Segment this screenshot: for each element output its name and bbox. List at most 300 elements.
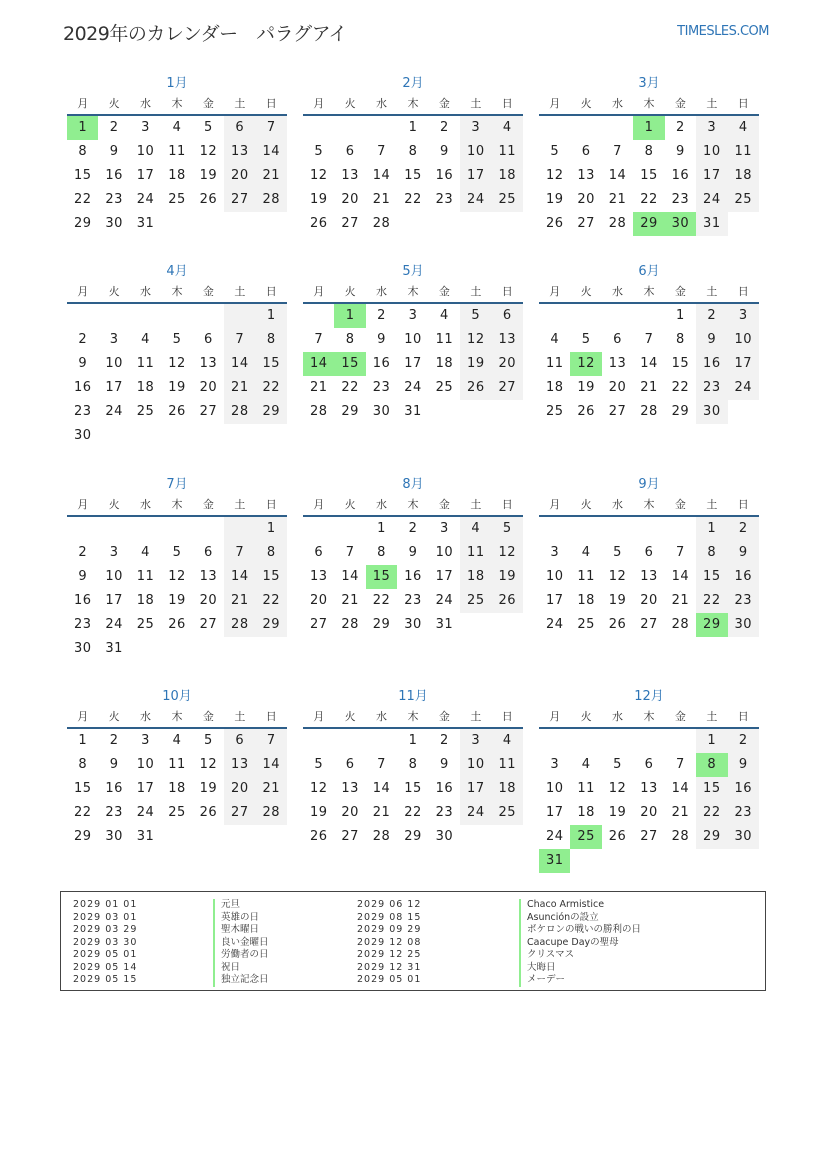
day-cell: 3 [460,729,491,753]
day-cell: 19 [309,192,328,207]
weekday-label: 月 [549,498,561,511]
days-grid [539,304,759,424]
day-cell: 6 [644,757,654,772]
weekday-label: 金 [202,498,214,511]
days-grid [67,304,287,448]
day-cell: 26 [608,617,627,632]
holiday-day-cell: 8 [696,753,727,777]
day-cell: 11 [168,757,186,772]
month-3 [539,74,759,236]
weekday-label: 木 [643,97,655,110]
day-cell: 6 [204,545,213,560]
legend-holiday-name: 祝日 [213,962,269,975]
day-cell: 6 [224,729,255,753]
day-cell: 6 [581,144,591,159]
day-cell: 4 [172,733,182,748]
day-cell: 21 [341,593,359,608]
day-cell: 6 [224,116,255,140]
weekday-label: 火 [580,710,592,723]
empty-cell [303,304,334,328]
day-cell: 24 [728,376,759,400]
day-cell: 19 [577,380,595,395]
day-cell: 20 [309,593,328,608]
weekday-label: 水 [376,498,388,511]
day-cell: 1 [78,733,88,748]
day-cell: 4 [728,116,759,140]
day-cell: 28 [608,216,627,231]
weekday-label: 火 [108,498,120,511]
day-cell: 19 [168,380,186,395]
day-cell: 22 [696,801,727,825]
day-cell: 21 [256,164,287,188]
day-cell: 6 [492,304,523,328]
day-cell: 5 [613,757,622,772]
weekday-label: 土 [234,710,246,723]
weekday-label: 月 [313,285,325,298]
day-cell: 9 [78,356,88,371]
day-cell: 27 [309,617,328,632]
empty-cell [67,304,98,328]
day-cell: 16 [73,380,92,395]
empty-cell [130,517,161,541]
day-cell: 26 [492,589,523,613]
weekday-header [539,94,759,116]
weekday-header [67,94,287,116]
weekday-header [67,495,287,517]
day-cell: 4 [581,545,591,560]
day-cell: 6 [314,545,324,560]
day-cell: 20 [224,164,255,188]
holiday-day-cell: 29 [696,613,727,637]
month-name: 11月 [398,689,428,704]
day-cell: 8 [644,144,654,159]
legend-date: 2029 05 01 [357,974,422,985]
day-cell: 13 [492,328,523,352]
day-cell: 28 [224,400,255,424]
days-grid [67,517,287,661]
weekday-label: 金 [438,97,450,110]
day-cell: 22 [372,593,391,608]
empty-cell [665,729,696,753]
day-cell: 7 [644,332,654,347]
weekday-label: 日 [501,710,513,723]
day-cell: 23 [435,192,454,207]
legend-date: 2029 01 01 [73,899,138,910]
day-cell: 18 [168,168,186,183]
day-cell: 18 [136,380,155,395]
empty-cell [303,517,334,541]
holiday-day-cell: 1 [633,116,664,140]
legend-holiday-name: 聖木曜日 [213,924,269,937]
day-cell: 30 [728,825,759,849]
day-cell: 25 [460,589,491,613]
day-cell: 28 [256,188,287,212]
day-cell: 20 [341,192,359,207]
day-cell: 10 [404,332,422,347]
empty-cell [570,116,601,140]
day-cell: 18 [492,777,523,801]
day-cell: 31 [136,829,155,844]
day-cell: 24 [105,617,123,632]
day-cell: 19 [168,593,186,608]
day-cell: 5 [204,120,213,135]
legend-date: 2029 03 30 [73,936,138,948]
days-grid [303,304,523,424]
day-cell: 27 [640,617,658,632]
day-cell: 19 [199,781,218,796]
day-cell: 11 [577,781,595,796]
day-cell: 27 [224,188,255,212]
day-cell: 28 [671,617,690,632]
day-cell: 27 [608,404,627,419]
weekday-label: 金 [438,710,450,723]
weekday-label: 月 [77,97,89,110]
legend-date: 2029 09 29 [357,924,422,935]
day-cell: 11 [577,569,595,584]
weekday-label: 火 [344,97,356,110]
day-cell: 23 [728,801,759,825]
empty-cell [334,517,365,541]
legend-holiday-name: 独立記念日 [213,974,269,987]
month-7 [67,475,287,661]
day-cell: 2 [440,120,449,135]
holiday-day-cell: 30 [665,212,696,236]
empty-cell [366,729,397,753]
days-grid [67,729,287,849]
legend-dates-right [357,899,421,987]
day-cell: 3 [550,757,560,772]
day-cell: 17 [105,380,123,395]
day-cell: 23 [105,805,123,820]
day-cell: 30 [105,216,123,231]
day-cell: 7 [377,757,386,772]
day-cell: 1 [696,517,727,541]
day-cell: 17 [545,805,564,820]
weekday-label: 木 [407,285,419,298]
day-cell: 21 [309,380,328,395]
legend-date: 2029 12 08 [357,936,422,948]
day-cell: 24 [136,192,155,207]
weekday-header [67,282,287,304]
day-cell: 14 [256,140,287,164]
day-cell: 27 [640,829,658,844]
day-cell: 12 [309,168,328,183]
weekday-label: 土 [706,285,718,298]
weekday-header [303,495,523,517]
day-cell: 18 [577,805,595,820]
weekday-label: 水 [612,97,624,110]
day-cell: 4 [460,517,491,541]
day-cell: 9 [377,332,386,347]
day-cell: 25 [577,617,595,632]
empty-cell [539,517,570,541]
day-cell: 8 [78,757,88,772]
day-cell: 30 [404,617,422,632]
legend-date: 2029 06 12 [357,899,422,910]
day-cell: 2 [109,733,119,748]
day-cell: 22 [404,192,422,207]
month-name: 4月 [166,264,188,279]
day-cell: 26 [460,376,491,400]
day-cell: 19 [608,593,627,608]
day-cell: 4 [440,308,449,323]
empty-cell [633,304,664,328]
day-cell: 3 [460,116,491,140]
day-cell: 10 [136,757,155,772]
brand-link[interactable]: TIMESLES.COM [677,24,769,39]
day-cell: 6 [345,757,355,772]
day-cell: 25 [545,404,564,419]
day-cell: 1 [408,733,418,748]
day-cell: 8 [676,332,685,347]
day-cell: 4 [492,116,523,140]
weekday-label: 火 [108,285,120,298]
day-cell: 26 [168,404,186,419]
day-cell: 12 [199,144,218,159]
day-cell: 20 [640,805,658,820]
weekday-label: 金 [438,285,450,298]
day-cell: 25 [168,192,186,207]
day-cell: 15 [671,356,690,371]
day-cell: 10 [136,144,155,159]
day-cell: 23 [404,593,422,608]
month-name: 12月 [634,689,664,704]
weekday-label: 月 [313,97,325,110]
day-cell: 28 [671,829,690,844]
day-cell: 29 [73,829,92,844]
day-cell: 12 [608,781,627,796]
weekday-header [539,495,759,517]
weekday-header [303,282,523,304]
legend-holiday-name: クリスマス [519,949,641,962]
legend-holiday-name: 英雄の日 [213,912,269,925]
weekday-header [67,707,287,729]
day-cell: 13 [224,140,255,164]
legend-date: 2029 05 15 [73,974,138,985]
day-cell: 22 [640,192,658,207]
day-cell: 27 [492,376,523,400]
day-cell: 21 [671,805,690,820]
days-grid [303,729,523,849]
day-cell: 8 [377,545,386,560]
weekday-label: 木 [407,498,419,511]
day-cell: 21 [224,376,255,400]
legend-holiday-name: 大晦日 [519,962,641,975]
day-cell: 29 [372,617,391,632]
day-cell: 26 [309,829,328,844]
day-cell: 30 [73,641,92,656]
month-10 [67,687,287,849]
day-cell: 16 [435,168,454,183]
empty-cell [67,517,98,541]
weekday-header [303,94,523,116]
day-cell: 13 [224,753,255,777]
day-cell: 12 [309,781,328,796]
day-cell: 12 [168,356,186,371]
empty-cell [539,116,570,140]
weekday-label: 火 [580,97,592,110]
holiday-day-cell: 15 [334,352,365,376]
month-name: 1月 [166,76,188,91]
day-cell: 11 [460,541,491,565]
day-cell: 28 [256,801,287,825]
day-cell: 5 [314,757,324,772]
weekday-label: 水 [612,285,624,298]
day-cell: 9 [696,328,727,352]
day-cell: 8 [78,144,88,159]
day-cell: 16 [73,593,92,608]
day-cell: 30 [73,428,92,443]
weekday-label: 月 [77,710,89,723]
day-cell: 22 [696,589,727,613]
day-cell: 8 [408,757,418,772]
empty-cell [570,304,601,328]
day-cell: 25 [435,380,454,395]
empty-cell [334,116,365,140]
days-grid [539,517,759,637]
day-cell: 6 [204,332,213,347]
holiday-day-cell: 25 [570,825,601,849]
day-cell: 14 [256,753,287,777]
days-grid [67,116,287,236]
weekday-label: 金 [674,285,686,298]
day-cell: 31 [435,617,454,632]
legend-date: 2029 05 14 [73,961,138,973]
day-cell: 8 [256,328,287,352]
day-cell: 12 [608,569,627,584]
day-cell: 17 [435,569,454,584]
legend-names-right [519,899,641,987]
day-cell: 19 [460,352,491,376]
day-cell: 11 [492,140,523,164]
day-cell: 13 [608,356,627,371]
empty-cell [633,517,664,541]
day-cell: 10 [728,328,759,352]
day-cell: 22 [341,380,359,395]
day-cell: 25 [136,404,155,419]
day-cell: 4 [581,757,591,772]
weekday-label: 土 [470,498,482,511]
day-cell: 13 [341,168,359,183]
day-cell: 8 [696,541,727,565]
day-cell: 20 [492,352,523,376]
day-cell: 28 [341,617,359,632]
empty-cell [334,729,365,753]
day-cell: 5 [550,144,560,159]
day-cell: 14 [341,569,359,584]
day-cell: 15 [404,781,422,796]
holiday-legend [60,891,766,991]
day-cell: 27 [341,829,359,844]
empty-cell [665,517,696,541]
weekday-label: 月 [549,97,561,110]
legend-date: 2029 12 31 [357,961,422,973]
holiday-day-cell: 15 [366,565,397,589]
day-cell: 7 [377,144,386,159]
day-cell: 9 [408,545,418,560]
day-cell: 31 [136,216,155,231]
empty-cell [570,729,601,753]
day-cell: 21 [372,192,391,207]
day-cell: 7 [345,545,355,560]
day-cell: 25 [492,188,523,212]
empty-cell [303,729,334,753]
month-name: 8月 [402,477,424,492]
day-cell: 24 [435,593,454,608]
holiday-day-cell: 29 [633,212,664,236]
day-cell: 24 [404,380,422,395]
empty-cell [602,304,633,328]
legend-holiday-name: Caacupe Dayの聖母 [519,937,641,950]
weekday-label: 日 [265,710,277,723]
day-cell: 26 [168,617,186,632]
day-cell: 25 [168,805,186,820]
weekday-label: 土 [234,498,246,511]
day-cell: 30 [696,400,727,424]
weekday-label: 水 [140,710,152,723]
day-cell: 10 [696,140,727,164]
weekday-label: 水 [376,710,388,723]
day-cell: 21 [256,777,287,801]
month-name: 3月 [638,76,660,91]
weekday-label: 火 [344,498,356,511]
day-cell: 3 [109,332,119,347]
weekday-label: 木 [643,710,655,723]
day-cell: 26 [199,805,218,820]
legend-holiday-name: メーデー [519,974,641,987]
day-cell: 30 [435,829,454,844]
day-cell: 28 [372,829,391,844]
day-cell: 29 [341,404,359,419]
weekday-label: 水 [140,498,152,511]
day-cell: 10 [460,753,491,777]
day-cell: 13 [640,569,658,584]
day-cell: 18 [460,565,491,589]
weekday-label: 日 [501,498,513,511]
month-name: 10月 [162,689,192,704]
day-cell: 9 [676,144,685,159]
month-4 [67,262,287,448]
weekday-label: 月 [77,285,89,298]
empty-cell [98,517,129,541]
days-grid [303,116,523,236]
day-cell: 4 [550,332,560,347]
day-cell: 14 [671,569,690,584]
month-1 [67,74,287,236]
days-grid [303,517,523,637]
weekday-label: 木 [171,498,183,511]
day-cell: 24 [460,188,491,212]
day-cell: 3 [728,304,759,328]
legend-dates-left [73,899,137,987]
day-cell: 1 [377,521,386,536]
month-name: 5月 [402,264,424,279]
day-cell: 13 [640,781,658,796]
day-cell: 16 [404,569,422,584]
weekday-label: 月 [549,285,561,298]
day-cell: 7 [256,116,287,140]
day-cell: 9 [728,753,759,777]
day-cell: 15 [404,168,422,183]
day-cell: 1 [676,308,685,323]
empty-cell [98,304,129,328]
weekday-label: 水 [140,285,152,298]
weekday-label: 土 [470,285,482,298]
day-cell: 3 [141,733,150,748]
day-cell: 21 [640,380,658,395]
day-cell: 5 [314,144,324,159]
day-cell: 16 [372,356,391,371]
